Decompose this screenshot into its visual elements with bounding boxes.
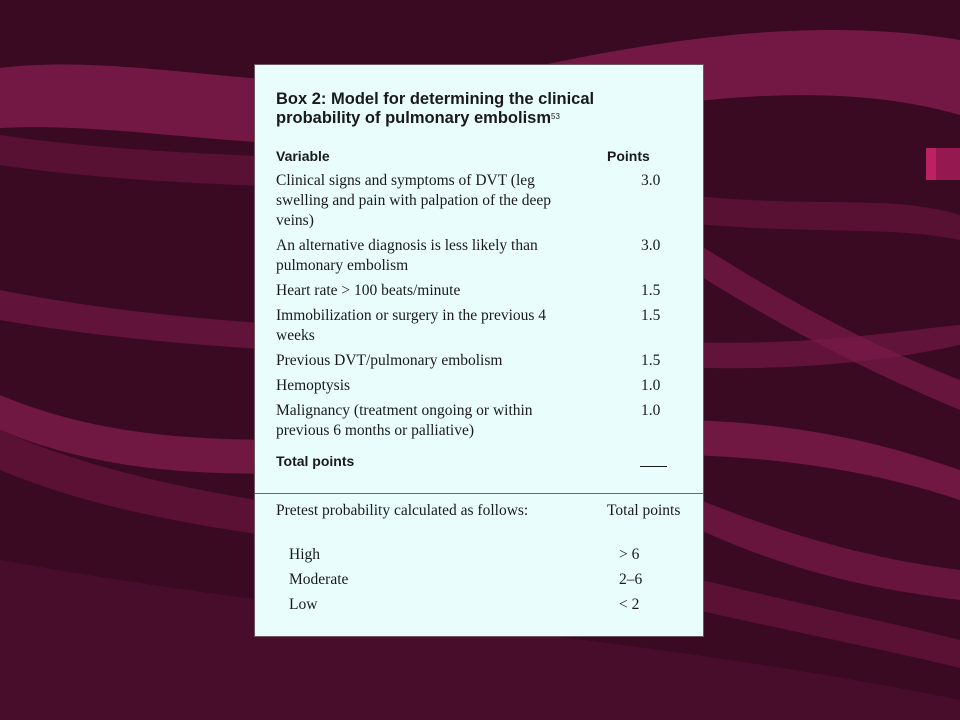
variable-column-header: Variable [276,148,330,164]
variable-points: 3.0 [641,172,661,189]
box-title-text: Box 2: Model for determining the clinical probability of pulmonary embolism [276,90,595,127]
variable-label: Heart rate > 100 beats/minute [276,282,461,299]
probability-model-box [254,64,704,637]
probability-range: < 2 [619,596,640,613]
probability-range: 2–6 [619,571,643,588]
total-points-blank-line [640,466,667,467]
box-title-ref: 53 [551,112,560,121]
total-points-column-header: Total points [607,502,681,519]
probability-level: Low [289,596,318,613]
variable-label: Immobilization or surgery in the previous 4 weeks [276,307,547,344]
variable-points: 3.0 [641,237,661,254]
variable-label: An alternative diagnosis is less likely than pulmonary embolism [276,237,538,274]
probability-level: High [289,546,320,563]
variable-points: 1.5 [641,307,661,324]
variable-points: 1.0 [641,402,661,419]
box-title [276,90,676,128]
probability-row [289,545,689,565]
variable-points: 1.0 [641,377,661,394]
probability-level: Moderate [289,571,349,588]
probability-range: > 6 [619,546,640,563]
probability-row [289,570,689,590]
variable-label: Hemoptysis [276,377,351,394]
points-column-header: Points [607,148,650,164]
variable-points: 1.5 [641,352,661,369]
variable-label: Clinical signs and symptoms of DVT (leg swelling and pain with palpation of the deep veins) [276,172,552,229]
section-divider [255,493,703,494]
pretest-probability-label: Pretest probability calculated as follows: [276,502,529,519]
variable-label: Malignancy (treatment ongoing or within previous 6 months or palliative) [276,402,533,439]
variable-points: 1.5 [641,282,661,299]
variable-label: Previous DVT/pulmonary embolism [276,352,503,369]
probability-row [289,595,689,615]
total-points-label: Total points [276,453,355,469]
